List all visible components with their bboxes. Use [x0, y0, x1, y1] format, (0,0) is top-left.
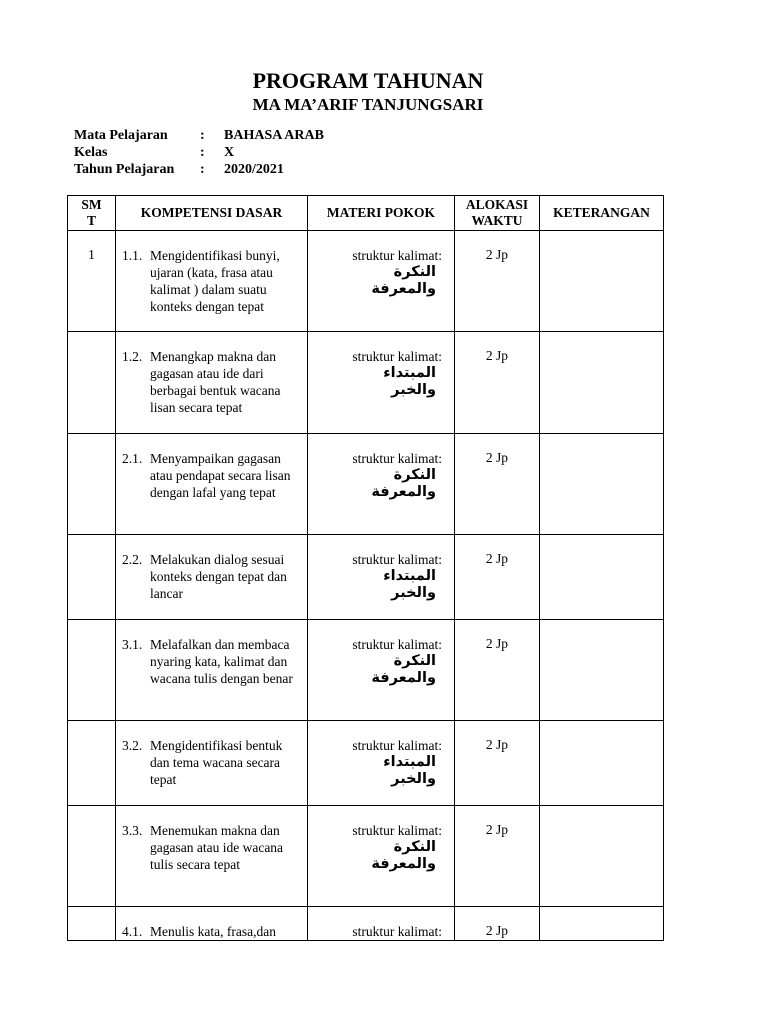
meta-separator: : — [200, 128, 205, 143]
meta-value: X — [224, 145, 235, 160]
materi-label: struktur kalimat: — [352, 552, 442, 567]
program-table — [67, 195, 664, 941]
table-row — [68, 907, 664, 941]
cell-keterangan — [540, 434, 664, 535]
materi-arabic: النكرة والمعرفة — [371, 264, 436, 297]
table-row — [68, 721, 664, 806]
materi-arabic: المبتداء والخبر — [383, 754, 436, 787]
cell-alokasi-waktu: 2 Jp — [455, 721, 540, 806]
meta-separator: : — [200, 145, 205, 160]
kd-text: Melafalkan dan membaca nyaring kata, kalimat dan wacana tulis dengan benar — [150, 637, 293, 686]
table-row — [68, 231, 664, 332]
materi-label: struktur kalimat: — [352, 738, 442, 753]
cell-smt — [68, 620, 116, 721]
page-subtitle: MA MA’ARIF TANJUNGSARI — [252, 95, 484, 114]
cell-materi-pokok — [308, 332, 455, 434]
kd-text: Menangkap makna dan gagasan atau ide dari berbagai bentuk wacana lisan secara tepat — [150, 349, 281, 415]
meta-separator: : — [200, 162, 205, 177]
cell-kompetensi-dasar — [116, 907, 308, 941]
cell-smt — [68, 806, 116, 907]
kd-number: 2.1. — [122, 451, 143, 466]
materi-label: struktur kalimat: — [352, 451, 442, 466]
cell-alokasi-waktu: 2 Jp — [455, 806, 540, 907]
cell-kompetensi-dasar — [116, 434, 308, 535]
cell-materi-pokok — [308, 231, 455, 332]
meta-key: Mata Pelajaran — [74, 128, 168, 143]
cell-keterangan — [540, 907, 664, 941]
materi-label: struktur kalimat: — [352, 637, 442, 652]
materi-arabic: المبتداء والخبر — [383, 365, 436, 398]
materi-label: struktur kalimat: — [352, 349, 442, 364]
cell-keterangan — [540, 620, 664, 721]
page-title: PROGRAM TAHUNAN — [252, 68, 484, 93]
cell-smt — [68, 332, 116, 434]
materi-label: struktur kalimat: — [352, 248, 442, 263]
kd-number: 3.1. — [122, 637, 143, 652]
cell-keterangan — [540, 721, 664, 806]
kd-number: 1.2. — [122, 349, 143, 364]
table-row — [68, 806, 664, 907]
kd-text: Melakukan dialog sesuai konteks dengan tepat dan lancar — [150, 552, 287, 601]
cell-kompetensi-dasar — [116, 231, 308, 332]
materi-arabic: النكرة والمعرفة — [371, 839, 436, 872]
cell-smt — [68, 434, 116, 535]
cell-alokasi-waktu: 2 Jp — [455, 907, 540, 941]
meta-row-subject — [74, 127, 324, 144]
cell-materi-pokok — [308, 907, 455, 941]
cell-materi-pokok — [308, 806, 455, 907]
materi-arabic: النكرة والمعرفة — [371, 653, 436, 686]
meta-row-class — [74, 144, 324, 161]
document-meta — [74, 127, 324, 178]
header-materi-pokok: MATERI POKOK — [308, 196, 455, 231]
kd-text: Menyampaikan gagasan atau pendapat secara lisan dengan lafal yang tepat — [150, 451, 291, 500]
cell-keterangan — [540, 332, 664, 434]
cell-alokasi-waktu: 2 Jp — [455, 332, 540, 434]
cell-kompetensi-dasar — [116, 535, 308, 620]
cell-alokasi-waktu: 2 Jp — [455, 434, 540, 535]
cell-kompetensi-dasar — [116, 620, 308, 721]
table-row — [68, 332, 664, 434]
kd-number: 1.1. — [122, 248, 143, 263]
cell-materi-pokok — [308, 620, 455, 721]
kd-text: Menemukan makna dan gagasan atau ide wacana tulis secara tepat — [150, 823, 284, 872]
cell-materi-pokok — [308, 434, 455, 535]
kd-number: 3.2. — [122, 738, 143, 753]
table-row — [68, 434, 664, 535]
header-keterangan: KETERANGAN — [540, 196, 664, 231]
cell-alokasi-waktu: 2 Jp — [455, 535, 540, 620]
cell-kompetensi-dasar — [116, 806, 308, 907]
cell-smt: 1 — [68, 231, 116, 332]
materi-arabic: النكرة والمعرفة — [371, 467, 436, 500]
cell-keterangan — [540, 231, 664, 332]
cell-keterangan — [540, 806, 664, 907]
table-row — [68, 535, 664, 620]
header-kompetensi-dasar: KOMPETENSI DASAR — [116, 196, 308, 231]
kd-text: Mengidentifikasi bentuk dan tema wacana secara tepat — [150, 738, 283, 787]
header-alokasi-waktu: ALOKASI WAKTU — [455, 196, 540, 231]
cell-alokasi-waktu: 2 Jp — [455, 620, 540, 721]
table-row — [68, 620, 664, 721]
meta-value: 2020/2021 — [224, 162, 284, 177]
cell-smt — [68, 535, 116, 620]
meta-value: BAHASA ARAB — [224, 128, 324, 143]
materi-arabic: المبتداء والخبر — [383, 568, 436, 601]
table-header-row — [68, 196, 664, 231]
cell-keterangan — [540, 535, 664, 620]
materi-label: struktur kalimat: — [352, 924, 442, 939]
cell-smt — [68, 907, 116, 941]
cell-kompetensi-dasar — [116, 332, 308, 434]
meta-key: Tahun Pelajaran — [74, 162, 175, 177]
cell-smt — [68, 721, 116, 806]
header-smt: SM T — [68, 196, 116, 231]
kd-number: 2.2. — [122, 552, 143, 567]
cell-materi-pokok — [308, 721, 455, 806]
kd-number: 3.3. — [122, 823, 143, 838]
cell-alokasi-waktu: 2 Jp — [455, 231, 540, 332]
kd-text: Mengidentifikasi bunyi, ujaran (kata, frasa atau kalimat ) dalam suatu konteks dengan tepat — [150, 248, 280, 314]
cell-materi-pokok — [308, 535, 455, 620]
materi-label: struktur kalimat: — [352, 823, 442, 838]
kd-number: 4.1. — [122, 924, 143, 939]
cell-kompetensi-dasar — [116, 721, 308, 806]
kd-text: Menulis kata, frasa,dan — [150, 924, 276, 939]
meta-key: Kelas — [74, 145, 108, 160]
meta-row-year — [74, 161, 324, 178]
